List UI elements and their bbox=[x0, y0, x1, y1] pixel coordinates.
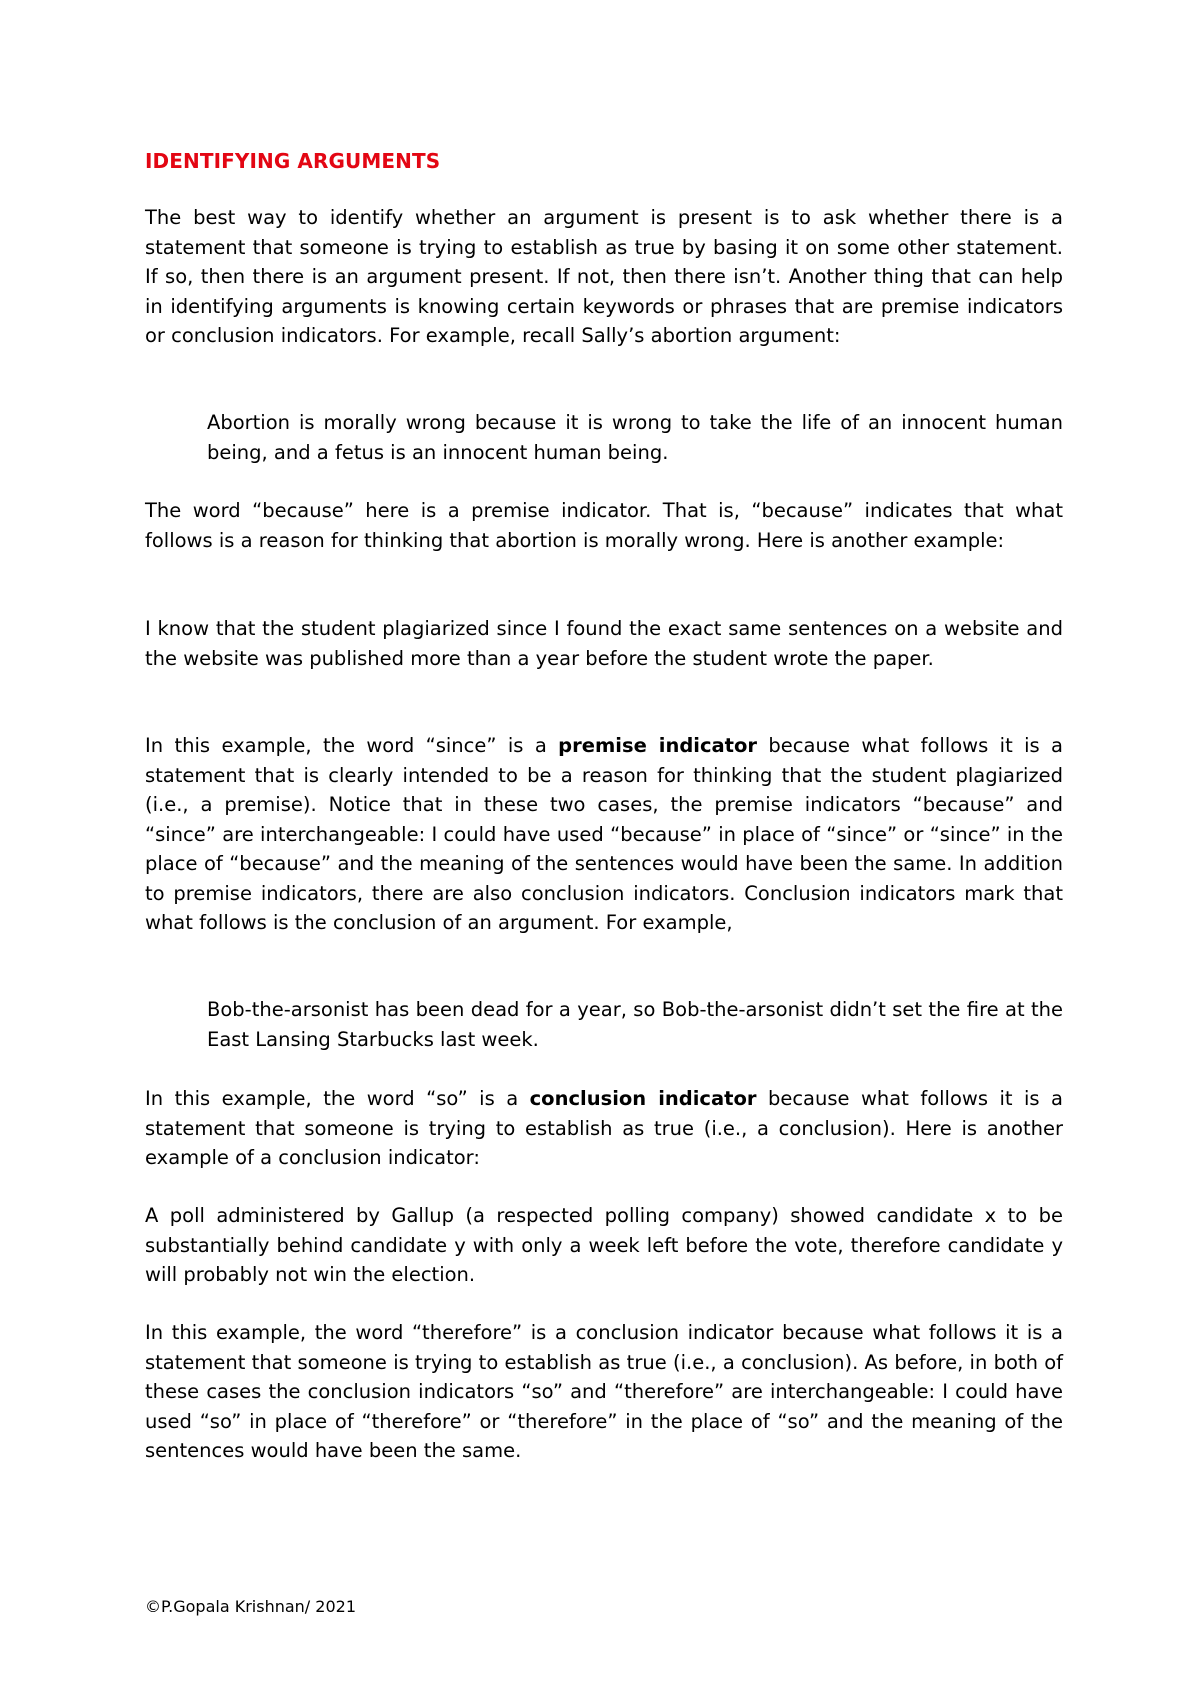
example-abortion-argument: Abortion is morally wrong because it is wrong to take the life of an innocent human being, and a fetus is an innocent human being. bbox=[207, 411, 1063, 464]
paragraph-therefore-indicator: In this example, the word “therefore” is a conclusion indicator because what follows it is a statement that someone is trying to establish as true (i.e., a conclusion). As before, in both of these cases the conclusion indicators “so” and “therefore” are interchangeable: I could have used “so” in place of “therefore” or “therefore” in the place of “so” and the meaning of the sentences would have been the same. bbox=[145, 1321, 1063, 1462]
paragraph-because-indicator: The word “because” here is a premise indicator. That is, “because” indicates that what follows is a reason for thinking that abortion is morally wrong. Here is another example: bbox=[145, 499, 1063, 552]
paragraph-premise-indicator bbox=[145, 731, 1063, 938]
example-arsonist-argument: Bob-the-arsonist has been dead for a year, so Bob-the-arsonist didn’t set the fire at the East Lansing Starbucks last week. bbox=[207, 998, 1063, 1051]
term-conclusion-indicator: conclusion indicator bbox=[529, 1087, 757, 1110]
example-plagiarism-argument: I know that the student plagiarized since I found the exact same sentences on a website and the website was published more than a year before the student wrote the paper. bbox=[145, 617, 1063, 670]
paragraph-conclusion-rest: because what follows it is a statement that someone is trying to establish as true (i.e., a conclusion). Here is another example of a conclusion indicator: bbox=[145, 1087, 1064, 1169]
paragraph-conclusion-lead: In this example, the word “so” is a bbox=[145, 1087, 530, 1110]
paragraph-intro: The best way to identify whether an argument is present is to ask whether there is a statement that someone is trying to establish as true by basing it on some other statement. If so, then there is an argument present. If not, then there isn’t. Another thing that can help in identifying arguments is knowing certain keywords or phrases that are premise indicators or conclusion indicators. For example, recall Sally’s abortion argument: bbox=[145, 206, 1063, 347]
document-title: IDENTIFYING ARGUMENTS bbox=[145, 149, 441, 173]
paragraph-premise-lead: In this example, the word “since” is a bbox=[145, 734, 559, 757]
paragraph-conclusion-indicator bbox=[145, 1084, 1063, 1173]
paragraph-premise-rest: because what follows it is a statement that is clearly intended to be a reason for thinking that the student plagiarized (i.e., a premise). Notice that in these two cases, the premise indicators “because” and “since” are interchangeable: I could have used “because” in place of “since” or “since” in the place of “because” and the meaning of the sentences would have been the same. In addition to premise indicators, there are also conclusion indicators. Conclusion indicators mark that what follows is the conclusion of an argument. For example, bbox=[145, 734, 1064, 934]
example-poll-argument: A poll administered by Gallup (a respected polling company) showed candidate x to be substantially behind candidate y with only a week left before the vote, therefore candidate y will probably not win the election. bbox=[145, 1204, 1063, 1286]
term-premise-indicator: premise indicator bbox=[558, 734, 758, 757]
copyright-footer: ©P.Gopala Krishnan/ 2021 bbox=[145, 1597, 356, 1616]
